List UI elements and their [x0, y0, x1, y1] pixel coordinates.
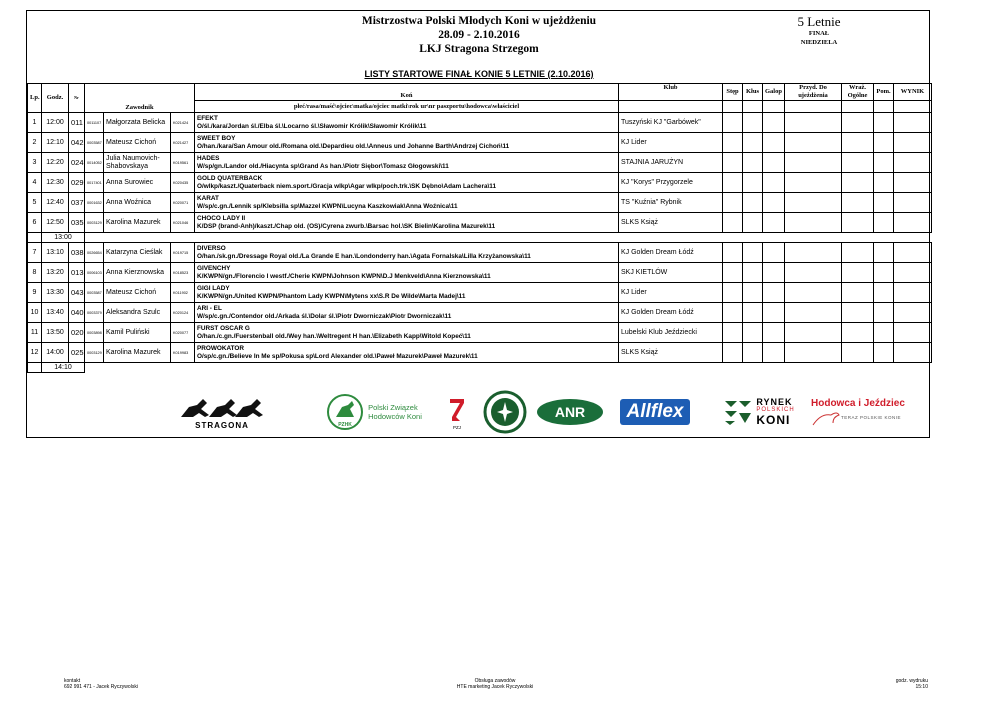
score-submission: [785, 303, 842, 323]
entry-time: 14:00: [42, 343, 69, 363]
col-rider: Zawodnik: [85, 84, 195, 113]
rider-name: Kamil Puliński: [104, 323, 171, 343]
score-errors: [874, 243, 894, 263]
rider-name: Karolina Mazurek: [104, 213, 171, 233]
rynek-arrows-icon: [723, 397, 753, 427]
club-name: SLKS Książ: [619, 343, 723, 363]
score-walk: [723, 133, 743, 153]
sub-empty: [874, 101, 894, 113]
entry-lp: 2: [28, 133, 42, 153]
list-title: LISTY STARTOWE FINAŁ KONIE 5 LETNIE (2.10.2016): [364, 69, 594, 79]
entry-lp: 6: [28, 213, 42, 233]
hodowca-sub: TERAZ POLSKIE KONIE: [841, 415, 902, 420]
break-empty: [85, 363, 932, 373]
pzhk-line-2: Hodowców Koni: [368, 412, 422, 421]
anr-text: ANR: [554, 404, 586, 420]
horse-name: GIVENCHY: [197, 264, 231, 272]
entry-lp: 12: [28, 343, 42, 363]
horse-name: DIVERSO: [197, 244, 226, 252]
score-errors: [874, 343, 894, 363]
entry-num: 029: [69, 173, 85, 193]
score-overall: [842, 323, 874, 343]
score-errors: [874, 283, 894, 303]
score-errors: [874, 263, 894, 283]
score-walk: [723, 193, 743, 213]
entry-lp: 9: [28, 283, 42, 303]
score-walk: [723, 213, 743, 233]
col-result: WYNIK: [894, 84, 932, 101]
entry-time: 12:30: [42, 173, 69, 193]
horse-license: K021427: [171, 133, 195, 153]
start-row: [28, 113, 932, 133]
score-trot: [743, 243, 763, 263]
rider-name: Małgorzata Belicka: [104, 113, 171, 133]
col-club: Klub: [619, 84, 723, 101]
horse-details: K/KWPN/gn./Florencio I westf./Cherie KWPN\Johnson KWPN\D.J Menkveld\Anna Kierznowska\11: [197, 272, 491, 280]
horse-details: W/sp/c.gn./Contendor old./Arkada śl.\Dolar śl.\Piotr Dworniczak\Piotr Dworniczak\11: [197, 312, 452, 320]
rider-license: 0003587: [85, 283, 104, 303]
sub-empty: [785, 101, 842, 113]
horse-name: GIGI LADY: [197, 284, 230, 292]
start-row: [28, 303, 932, 323]
col-horse: Koń: [195, 84, 619, 101]
rider-name: Katarzyna Cieślak: [104, 243, 171, 263]
horse-details: K/KWPN/gn./United KWPN/Phantom Lady KWPN\Mytens xx\S.R De Wilde\Marta Madej\11: [197, 292, 466, 300]
score-canter: [763, 243, 785, 263]
entry-num: 040: [69, 303, 85, 323]
entry-lp: 1: [28, 113, 42, 133]
score-canter: [763, 153, 785, 173]
score-canter: [763, 263, 785, 283]
horse-name: KARAT: [197, 194, 219, 202]
score-overall: [842, 153, 874, 173]
entry-num: 037: [69, 193, 85, 213]
entry-time: 13:40: [42, 303, 69, 323]
entry-time: 13:30: [42, 283, 69, 303]
score-overall: [842, 263, 874, 283]
sub-empty: [619, 101, 723, 113]
score-canter: [763, 193, 785, 213]
entry-time: 13:10: [42, 243, 69, 263]
footer-print-value: 15:10: [915, 684, 928, 690]
col-horse-sub: płeć/rasa/maść\ojciec\matka/ojciec matki\rok ur\nr paszportu\hodowca\właściciel: [195, 101, 619, 113]
break-row: [28, 233, 932, 243]
score-canter: [763, 303, 785, 323]
score-submission: [785, 173, 842, 193]
horse-details: W/sp/gn./Landor old./Hiacynta sp\Grand As han.\Piotr Siębor\Tomasz Głogowski\11: [197, 162, 449, 170]
stage-label: FINAŁ: [808, 30, 830, 37]
entry-time: 12:00: [42, 113, 69, 133]
horse-cell: [195, 153, 619, 173]
score-submission: [785, 283, 842, 303]
horse-details: O/wlkp/kaszt./Quaterback niem.sport./Gracja wlkp\Agar wlkp/poch.trk.\SK Dębno\Adam Lachera\11: [197, 182, 497, 190]
rider-name: Karolina Mazurek: [104, 343, 171, 363]
footer-print-label: godz. wydruku: [895, 678, 928, 684]
horse-name: PROWOKATOR: [197, 344, 244, 352]
pzj-logo: [439, 391, 475, 433]
horse-details: O/han./sk.gn./Dressage Royal old./La Grande E han.\Londonderry han.\Agata Fornalska\Lilla Krzyżanowska\11: [197, 252, 531, 260]
footer-service-label: Obsługa zawodów: [474, 678, 516, 684]
sub-empty: [743, 101, 763, 113]
score-errors: [874, 323, 894, 343]
horse-cell: [195, 263, 619, 283]
col-submission: Przyd. Do ujeżdżenia: [785, 84, 842, 101]
horse-cell: [195, 243, 619, 263]
start-row: [28, 153, 932, 173]
horse-license: K019561: [171, 153, 195, 173]
score-errors: [874, 113, 894, 133]
score-overall: [842, 343, 874, 363]
score-canter: [763, 173, 785, 193]
rider-name: Anna Woźnica: [104, 193, 171, 213]
start-row: [28, 173, 932, 193]
break-empty: [85, 233, 932, 243]
score-canter: [763, 213, 785, 233]
horse-cell: [195, 343, 619, 363]
club-name: KJ Golden Dream Łódź: [619, 303, 723, 323]
club-name: KJ Golden Dream Łódź: [619, 243, 723, 263]
score-result: [894, 133, 932, 153]
entry-num: 024: [69, 153, 85, 173]
col-num: Nr: [69, 84, 85, 113]
horse-name: FURST OSCAR G: [197, 324, 250, 332]
horse-license: K019715: [171, 243, 195, 263]
ministry-seal-icon: [483, 390, 527, 434]
horse-license: K020435: [171, 173, 195, 193]
break-empty: [28, 363, 42, 373]
entry-num: 043: [69, 283, 85, 303]
horse-details: O/han./kara/San Amour old./Romana old.\Depardieu old.\Anneus und Johanne Barth\Andrzej Cichoń\11: [197, 142, 510, 150]
entry-time: 12:50: [42, 213, 69, 233]
score-overall: [842, 213, 874, 233]
start-list-table: [27, 83, 932, 373]
score-errors: [874, 153, 894, 173]
score-walk: [723, 113, 743, 133]
rider-license: 0026654: [85, 243, 104, 263]
horse-cell: [195, 133, 619, 153]
club-name: SKJ KIETLÓW: [619, 263, 723, 283]
score-result: [894, 213, 932, 233]
allflex-logo: [609, 391, 701, 433]
pzhk-logo: [309, 391, 439, 433]
score-trot: [743, 173, 763, 193]
footer-contact: [64, 678, 138, 690]
score-submission: [785, 213, 842, 233]
pzj-text: PZJ: [452, 424, 461, 430]
entry-lp: 4: [28, 173, 42, 193]
hodowca-logo: [811, 391, 921, 433]
start-row: [28, 323, 932, 343]
score-errors: [874, 173, 894, 193]
entry-lp: 7: [28, 243, 42, 263]
entry-num: 011: [69, 113, 85, 133]
score-canter: [763, 283, 785, 303]
horse-cell: [195, 323, 619, 343]
col-errors: Pom.: [874, 84, 894, 101]
score-submission: [785, 193, 842, 213]
entry-num: 025: [69, 343, 85, 363]
break-time: 14:10: [42, 363, 85, 373]
break-empty: [28, 233, 42, 243]
horse-details: O/sp/c.gn./Believe In Me sp/Pokusa sp\Lord Alexander old.\Paweł Mazurek\Paweł Mazurek\11: [197, 352, 478, 360]
score-canter: [763, 343, 785, 363]
score-result: [894, 113, 932, 133]
score-submission: [785, 243, 842, 263]
score-submission: [785, 153, 842, 173]
score-errors: [874, 193, 894, 213]
score-walk: [723, 323, 743, 343]
col-trot: Kłus: [743, 84, 763, 101]
sponsor-logos: [177, 391, 937, 437]
footer-service: [430, 678, 560, 690]
score-trot: [743, 193, 763, 213]
club-name: STAJNIA JARUŻYN: [619, 153, 723, 173]
horse-license: K020071: [171, 193, 195, 213]
start-row: [28, 213, 932, 233]
start-row: [28, 283, 932, 303]
score-trot: [743, 263, 763, 283]
header-row: [28, 84, 932, 101]
entry-num: 013: [69, 263, 85, 283]
score-result: [894, 263, 932, 283]
score-errors: [874, 213, 894, 233]
score-result: [894, 153, 932, 173]
score-walk: [723, 283, 743, 303]
pzhk-badge-text: PZHK: [338, 422, 352, 428]
score-errors: [874, 133, 894, 153]
rider-license: 0003379: [85, 303, 104, 323]
horse-license: K019983: [171, 343, 195, 363]
score-overall: [842, 303, 874, 323]
entry-num: 038: [69, 243, 85, 263]
start-row: [28, 243, 932, 263]
horse-name: HADES: [197, 154, 220, 162]
col-canter: Galop: [763, 84, 785, 101]
score-walk: [723, 343, 743, 363]
hodowca-horse-icon: [811, 409, 841, 427]
club-name: Lubelski Klub Jeździecki: [619, 323, 723, 343]
horse-license: K021424: [171, 113, 195, 133]
rynek-line-1: RYNEK: [756, 397, 793, 407]
pzhk-line-1: Polski Związek: [368, 403, 418, 412]
horse-license: K021046: [171, 213, 195, 233]
score-trot: [743, 153, 763, 173]
horse-license: K020077: [171, 323, 195, 343]
score-submission: [785, 133, 842, 153]
category-label: 5 Letnie: [797, 14, 841, 29]
pzj-emblem-icon: [446, 395, 468, 425]
score-walk: [723, 173, 743, 193]
club-name: TS "Kuźnia" Rybnik: [619, 193, 723, 213]
col-walk: Stęp: [723, 84, 743, 101]
col-time: Godz.: [42, 84, 69, 113]
stragona-logo: [177, 391, 267, 433]
horse-name: ARI - EL: [197, 304, 222, 312]
score-canter: [763, 323, 785, 343]
score-walk: [723, 303, 743, 323]
horse-name: GOLD QUATERBACK: [197, 174, 263, 182]
score-walk: [723, 243, 743, 263]
score-trot: [743, 323, 763, 343]
entry-lp: 3: [28, 153, 42, 173]
score-canter: [763, 113, 785, 133]
score-trot: [743, 213, 763, 233]
footer-contact-label: kontakt: [64, 678, 81, 684]
horse-cell: [195, 173, 619, 193]
score-overall: [842, 173, 874, 193]
col-overall: Wraż. Ogólne: [842, 84, 874, 101]
score-canter: [763, 133, 785, 153]
sub-empty: [723, 101, 743, 113]
document-frame: [26, 10, 930, 438]
club-name: KJ Lider: [619, 133, 723, 153]
rider-license: 0001632: [85, 193, 104, 213]
horse-details: O/śl./kara/Jordan śl./Elba śl.\Locarno śl.\Sławomir Królik\Sławomir Królik\11: [197, 122, 427, 130]
title-line-3: LKJ Stragona Strzegom: [419, 43, 539, 55]
club-name: Tuszyński KJ "Garbówek": [619, 113, 723, 133]
score-walk: [723, 263, 743, 283]
score-result: [894, 173, 932, 193]
score-result: [894, 283, 932, 303]
score-trot: [743, 113, 763, 133]
rider-name: Julia Naumovich-Shabovskaya: [104, 153, 171, 173]
title-line-2: 28.09 - 2.10.2016: [438, 29, 520, 41]
rider-license: 0017401: [85, 173, 104, 193]
horse-name: EFEKT: [197, 114, 218, 122]
horse-license: K018523: [171, 263, 195, 283]
horse-cell: [195, 303, 619, 323]
horse-cell: [195, 193, 619, 213]
entry-time: 13:20: [42, 263, 69, 283]
rider-license: 0003587: [85, 133, 104, 153]
day-label: NIEDZIELA: [800, 39, 838, 46]
entry-time: 13:50: [42, 323, 69, 343]
score-overall: [842, 193, 874, 213]
rider-name: Mateusz Cichoń: [104, 133, 171, 153]
score-walk: [723, 153, 743, 173]
title-line-1: Mistrzostwa Polski Młodych Koni w ujeżdżeniu: [361, 15, 597, 27]
entry-time: 12:10: [42, 133, 69, 153]
score-result: [894, 323, 932, 343]
horse-name: SWEET BOY: [197, 134, 236, 142]
horse-details: K/DSP (brand-Anh)/kaszt./Chap old. (OS)/Cyrena zwurb.\Barsac hol.\SK Bielin\Karolina Mazurek\11: [197, 222, 496, 230]
horse-riders-icon: [179, 395, 265, 421]
rider-name: Anna Surowiec: [104, 173, 171, 193]
rider-license: 0011107: [85, 113, 104, 133]
score-submission: [785, 323, 842, 343]
score-result: [894, 243, 932, 263]
rider-name: Mateusz Cichoń: [104, 283, 171, 303]
score-trot: [743, 133, 763, 153]
start-row: [28, 133, 932, 153]
start-row: [28, 193, 932, 213]
footer-print-time: [896, 678, 928, 690]
horse-cell: [195, 113, 619, 133]
category-block: [749, 14, 889, 47]
score-result: [894, 303, 932, 323]
allflex-text: Allflex: [620, 399, 689, 425]
horse-license: K020124: [171, 303, 195, 323]
pzhk-emblem-icon: [326, 393, 364, 431]
entry-lp: 11: [28, 323, 42, 343]
horse-details: W/sp/c.gn./Lennik sp/Klebsilla sp\Mazzel KWPN\Lucyna Kaszkowiak\Anna Woźnica\11: [197, 202, 458, 210]
sub-empty: [763, 101, 785, 113]
rynek-line-3: KONI: [756, 413, 791, 427]
ministry-logo: [481, 391, 529, 433]
score-errors: [874, 303, 894, 323]
horse-cell: [195, 213, 619, 233]
rider-license: 0006103: [85, 263, 104, 283]
rider-name: Aleksandra Szulc: [104, 303, 171, 323]
horse-details: O/han./c.gn./Fuerstenball old./Wey han.\Weltregent H han.\Elizabeth Kapp\Witold Kopeć\11: [197, 332, 471, 340]
score-submission: [785, 113, 842, 133]
score-overall: [842, 243, 874, 263]
rider-license: 0003129: [85, 213, 104, 233]
rider-license: 0003898: [85, 323, 104, 343]
horse-license: K011902: [171, 283, 195, 303]
entry-num: 035: [69, 213, 85, 233]
rider-license: 0014052: [85, 153, 104, 173]
score-submission: [785, 343, 842, 363]
anr-logo: [535, 391, 605, 433]
entry-num: 042: [69, 133, 85, 153]
start-row: [28, 343, 932, 363]
anr-emblem-icon: [536, 398, 604, 426]
club-name: SLKS Książ: [619, 213, 723, 233]
hodowca-title: Hodowca i Jeździec: [811, 397, 905, 409]
break-row: [28, 363, 932, 373]
rider-license: 0003129: [85, 343, 104, 363]
footer-contact-value: 692 991 471 - Jacek Ryczywolski: [64, 684, 138, 690]
entry-lp: 5: [28, 193, 42, 213]
entry-lp: 10: [28, 303, 42, 323]
entry-time: 12:40: [42, 193, 69, 213]
horse-cell: [195, 283, 619, 303]
club-name: KJ Lider: [619, 283, 723, 303]
footer-service-value: HTE marketing Jacek Ryczywolski: [456, 684, 534, 690]
score-trot: [743, 343, 763, 363]
rynek-line-2: POLSKICH: [756, 407, 795, 413]
score-result: [894, 193, 932, 213]
score-overall: [842, 283, 874, 303]
score-result: [894, 343, 932, 363]
col-lp: Lp.: [28, 84, 42, 113]
entry-lp: 8: [28, 263, 42, 283]
score-overall: [842, 133, 874, 153]
start-row: [28, 263, 932, 283]
score-submission: [785, 263, 842, 283]
break-time: 13:00: [42, 233, 85, 243]
rider-name: Anna Kierznowska: [104, 263, 171, 283]
score-trot: [743, 283, 763, 303]
score-overall: [842, 113, 874, 133]
horse-name: CHOCO LADY II: [197, 214, 246, 222]
stragona-text: STRAGONA: [195, 420, 249, 430]
score-trot: [743, 303, 763, 323]
entry-num: 020: [69, 323, 85, 343]
sub-empty: [894, 101, 932, 113]
rynek-koni-logo: [711, 391, 807, 433]
entry-time: 12:20: [42, 153, 69, 173]
sub-empty: [842, 101, 874, 113]
club-name: KJ "Korys" Przygorzele: [619, 173, 723, 193]
